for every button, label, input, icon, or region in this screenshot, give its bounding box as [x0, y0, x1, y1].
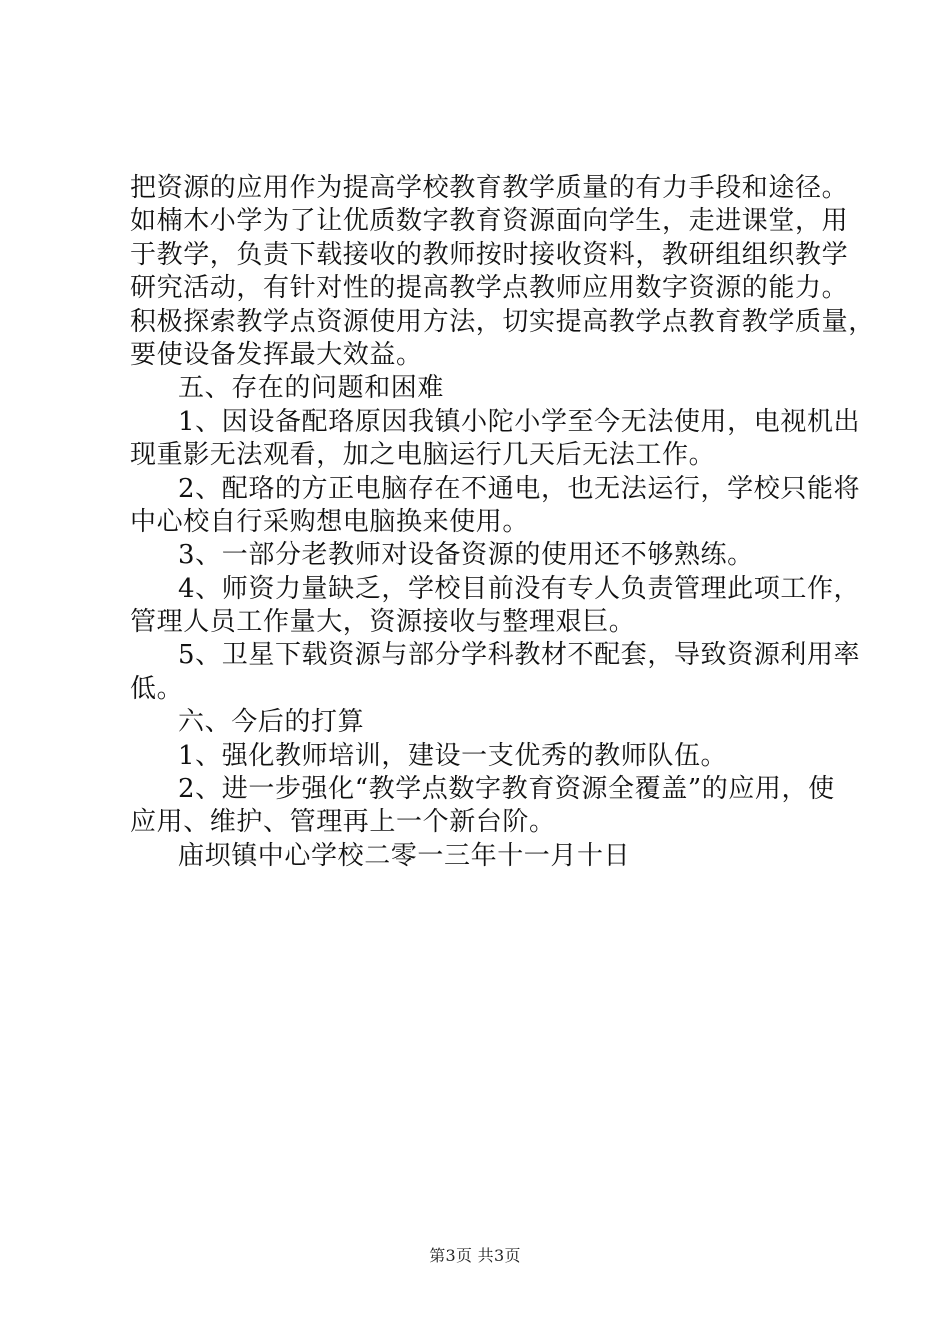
text-line-16: 低。	[130, 673, 184, 704]
text-line-15: 5、卫星下载资源与部分学科教材不配套，导致资源利用率	[178, 640, 861, 671]
document-body	[130, 172, 875, 873]
text-line-18: 1、强化教师培训，建设一支优秀的教师队伍。	[178, 740, 728, 771]
text-line-9: 现重影无法观看，加之电脑运行几天后无法工作。	[130, 440, 716, 471]
section-heading-problems: 五、存在的问题和困难	[178, 373, 445, 404]
text-line-11: 中心校自行采购想电脑换来使用。	[130, 506, 530, 537]
text-line-5: 积极探索教学点资源使用方法，切实提高教学点教育教学质量，	[130, 306, 875, 337]
page-footer: 第3页 共3页	[429, 1246, 521, 1265]
text-line-10: 2、配珞的方正电脑存在不通电，也无法运行，学校只能将	[178, 473, 861, 504]
text-line-13: 4、师资力量缺乏，学校目前没有专人负责管理此项工作，	[178, 573, 861, 604]
text-line-14: 管理人员工作量大，资源接收与整理艰巨。	[130, 607, 636, 638]
signature-date-line: 庙坝镇中心学校二零一三年十一月十日	[178, 840, 631, 871]
section-heading-plans: 六、今后的打算	[178, 707, 365, 738]
text-line-2: 如楠木小学为了让优质数字教育资源面向学生，走进课堂，用	[130, 206, 849, 237]
text-line-19: 2、进一步强化“教学点数字教育资源全覆盖”的应用，使	[178, 774, 835, 805]
text-line-4: 研究活动，有针对性的提高教学点教师应用数字资源的能力。	[130, 273, 849, 304]
text-line-1: 把资源的应用作为提高学校教育教学质量的有力手段和途径。	[130, 173, 849, 203]
text-line-3: 于教学，负责下载接收的教师按时接收资料，教研组组织教学	[130, 239, 849, 270]
text-line-20: 应用、维护、管理再上一个新台阶。	[130, 807, 556, 838]
text-line-12: 3、一部分老教师对设备资源的使用还不够熟练。	[178, 540, 754, 571]
text-line-8: 1、因设备配珞原因我镇小陀小学至今无法使用，电视机出	[178, 406, 861, 437]
text-line-6: 要使设备发挥最大效益。	[130, 339, 423, 370]
